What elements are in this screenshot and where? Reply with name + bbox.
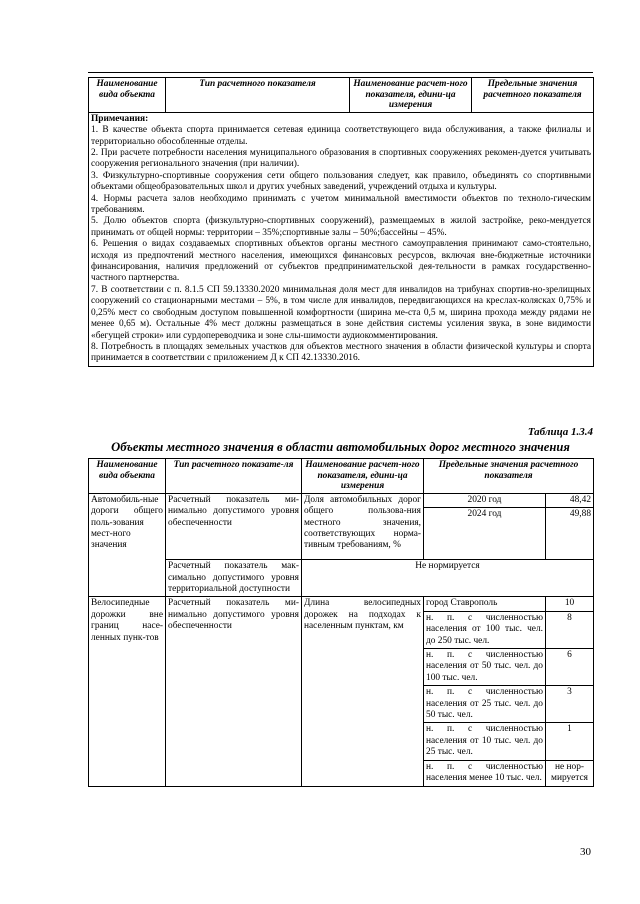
settlement-label-cell: н. п. с численностью населения от 10 тыс. чел. до 25 тыс. чел. [424,723,546,760]
header-object-name: Наименование вида объекта [89,459,166,494]
settlement-value-cell: не нор-мируется [546,760,594,786]
header-indicator-type: Тип расчетного показателя [166,78,350,113]
header-object-name: Наименование вида объекта [89,78,166,113]
settlement-label-cell: н. п. с численностью населения менее 10 тыс. чел. [424,760,546,786]
roads-indicator-cell: Расчетный показатель ми-нимально допустимого уровня обеспеченности [166,493,302,559]
table-row [89,493,594,507]
note-8: 8. Потребность в площадях земельных участков для объектов местного значения в области физической культуры и спорта принимается в соответствии с приложением Д к СП 42.13330.2016. [91,341,591,364]
settlement-value-cell: 6 [546,649,594,686]
note-1: 1. В качестве объекта спорта принимается сетевая единица соответствующего вида обслуживания, а также филиалы и территориально обособленные отделы. [91,125,591,147]
notes-title: Примечания: [91,113,149,124]
settlement-value-cell: 3 [546,686,594,723]
table-row [89,597,594,611]
settlement-value-cell: 8 [546,611,594,648]
settlement-value-cell: 10 [546,597,594,611]
bikes-indicator-cell: Расчетный показатель ми-нимально допустимого уровня обеспеченности [166,597,302,786]
roads-object-cell: Автомобиль-ные дороги общего поль-зования мест-ного значения [89,493,166,597]
year-label-cell: 2020 год [424,493,546,507]
settlement-label-cell: н. п. с численностью населения от 50 тыс. чел. до 100 тыс. чел. [424,649,546,686]
notes-row [89,112,594,366]
note-4: 4. Нормы расчета залов необходимо принимать с учетом минимальной вместимости объектов по техноло-гическим требованиям. [91,193,591,216]
note-6: 6. Решения о видах создаваемых спортивных объектов органы местного самоуправления принимают само-стоятельно, исходя из предпочтений местного населения, имеющихся финансовых ресурсов, включая вне-бюджетные источники финансирования, наличия предложений от субъектов предпринимательской дея-тельности в рамках государственно-частного партнерства. [91,239,591,284]
header-indicator-type: Тип расчетного показате-ля [166,459,302,494]
header-limit-values: Предельные значения расчетного показателя [472,78,594,113]
notes-cell [89,112,594,366]
table-title: Объекты местного значения в области автомобильных дорог местного значения [111,440,570,454]
table-header-row [89,78,594,113]
sports-objects-table [88,77,594,367]
table-header-row [89,459,594,494]
note-2: 2. При расчете потребности населения муниципального образования в спортивных сооружениях рекомен-дуется учитывать сооружения регионального значения (при наличии). [91,148,591,170]
roads-accessibility-indicator-cell: Расчетный показатель мак-симально допустимого уровня территориальной доступности [166,560,302,597]
table-number: Таблица 1.3.4 [527,426,593,438]
page-number: 30 [580,846,591,858]
settlement-label-cell: город Ставрополь [424,597,546,611]
year-label-cell: 2024 год [424,508,546,560]
year-value-cell: 49,88 [546,508,594,560]
bikes-name-cell: Длина велосипедных дорожек на подходах к населенным пунктам, км [302,597,424,786]
roads-name-cell: Доля автомобильных дорог общего пользова-ния местного значения, соответствующих норма-тивным требованиям, % [302,493,424,559]
year-value-cell: 48,42 [546,493,594,507]
top-rule [88,72,593,73]
settlement-value-cell: 1 [546,723,594,760]
note-7: 7. В соответствии с п. 8.1.5 СП 59.13330.2020 минимальная доля мест для инвалидов на трибунах спортив-но-зрелищных сооружений со стационарными местами – 5%, в том числе для инвалидов, передвигающихся на креслах-колясках 0,75% и 0,25% мест со свободным доступом повышенной комфортности (ширина ме-ста 0,5 м, ширина прохода между рядами не менее 0,65 м). Остальные 4% мест должны размещаться в зоне действия системы усиления звука, в зоне видимости «бегущей строки» или сурдопереводчика и зоне слы-шимости аудиокомментирования. [91,284,591,341]
settlement-label-cell: н. п. с численностью населения от 100 тыс. чел. до 250 тыс. чел. [424,611,546,648]
header-indicator-name: Наименование расчет-ного показателя, едини-ца измерения [302,459,424,494]
note-3: 3. Физкультурно-спортивные сооружения сети общего пользования следует, как правило, объединять со спортивными объектами общеобразовательных школ и других учебных заведений, учреждений отдыха и культуры. [91,170,591,193]
bikes-object-cell: Велосипедные дорожки вне границ насе-ленных пунк-тов [89,597,166,786]
not-normed-cell: Не нормируется [302,560,594,597]
settlement-label-cell: н. п. с численностью населения от 25 тыс. чел. до 50 тыс. чел. [424,686,546,723]
header-limit-values: Предельные значения расчетного показателя [424,459,594,494]
header-indicator-name: Наименование расчет-ного показателя, едини-ца измерения [350,78,472,113]
roads-table [88,458,594,787]
note-5: 5. Долю объектов спорта (физкультурно-спортивных сооружений), размещаемых в жилой застройке, реко-мендуется принимать от общей нормы: территории – 35%;спортивные залы – 50%;бассейны – 45%. [91,216,591,238]
